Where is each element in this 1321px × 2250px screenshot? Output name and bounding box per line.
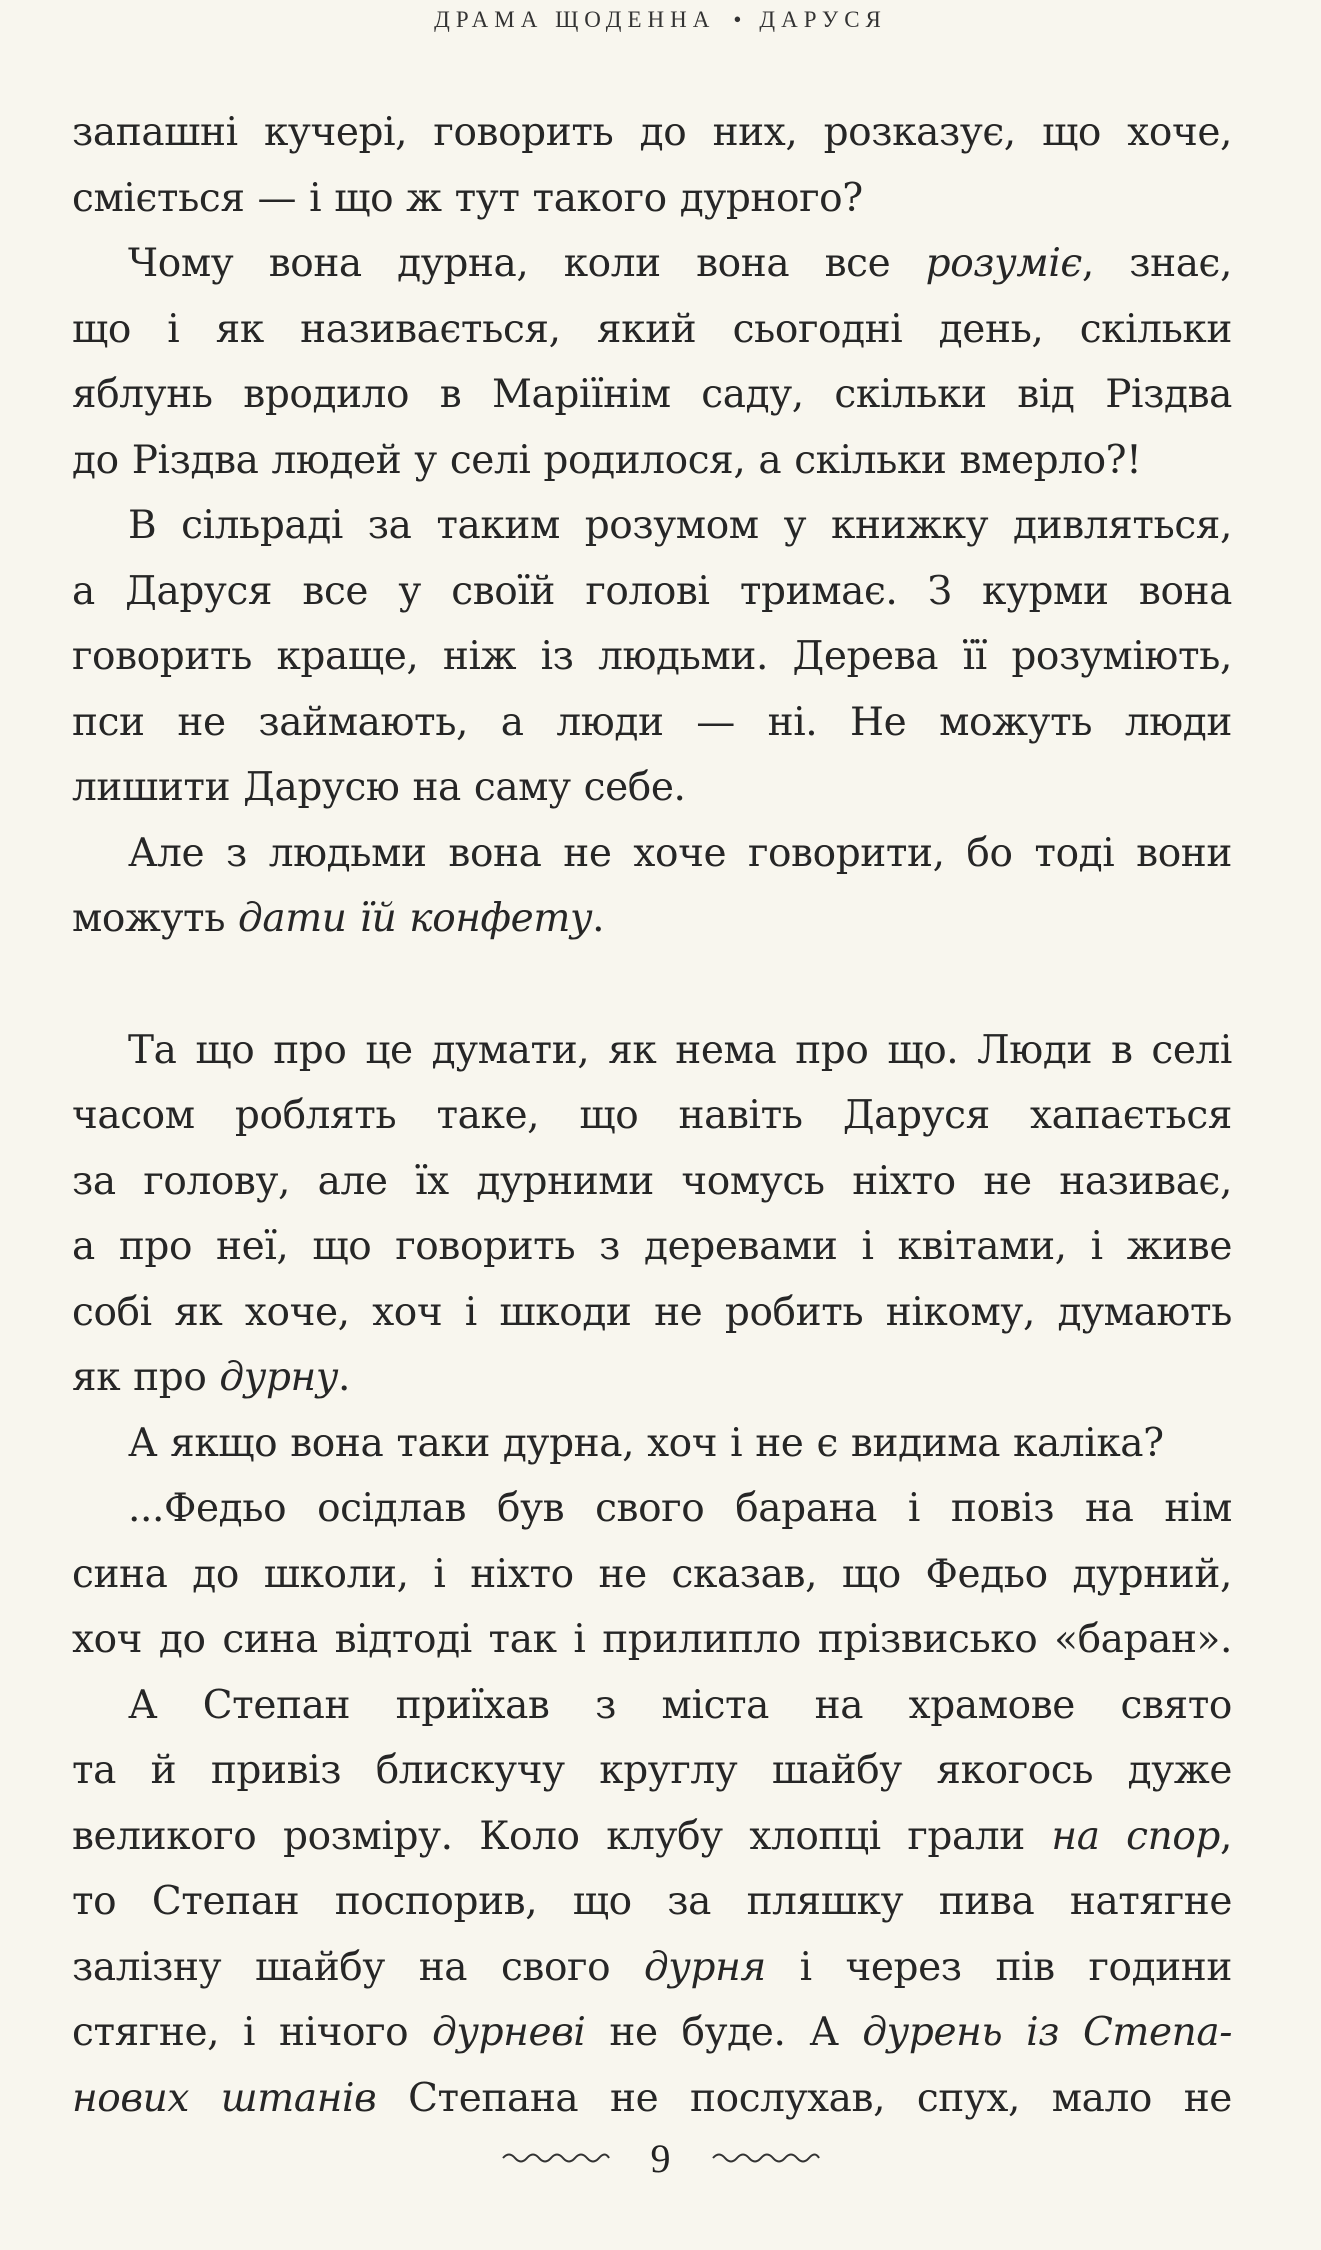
text-fragment: великого розміру. Коло клубу хлопці грали [72, 1813, 1052, 1859]
text-line: собі як хоче, хоч і шкоди не робить нікому, думають [72, 1289, 1232, 1335]
text-fragment: як про [72, 1355, 220, 1400]
text-line: та й привіз блискучу круглу шайбу якогось дуже [72, 1748, 1232, 1793]
text-fragment: можуть [72, 896, 239, 941]
section-break [72, 952, 1232, 1018]
text-fragment: і через пів години [765, 1944, 1232, 1990]
left-wave-ornament-icon [501, 2150, 611, 2166]
text-fragment: , [1220, 1813, 1232, 1859]
text-line [72, 1345, 1232, 1411]
text-line: яблунь вродило в Маріїнім саду, скільки від Різдва [72, 372, 1232, 417]
text-line: хоч до сина відтоді так і прилипло прізвисько «баран». [72, 1617, 1232, 1662]
text-line: до Різдва людей у селі родилося, а скільки вмерло?! [72, 437, 1142, 483]
text-fragment: . [338, 1355, 351, 1400]
text-line: лишити Дарусю на саму себе. [72, 765, 686, 810]
text-line: запашні кучері, говорить до них, розказує, що хоче, [72, 110, 1232, 155]
text-line [72, 1935, 1232, 2001]
text-line: за голову, але їх дурними чомусь ніхто не називає, [72, 1158, 1232, 1204]
text-line: що і як називається, який сьогодні день, скільки [72, 306, 1232, 352]
text-fragment: . [592, 896, 605, 941]
text-fragment: залізну шайбу на свого [72, 1944, 644, 1990]
text-line: А Степан приїхав з міста на храмове свято [128, 1682, 1232, 1728]
italic-fragment: дурня [643, 1944, 766, 1990]
italic-fragment: на спор [1051, 1813, 1220, 1859]
text-line [72, 886, 1232, 952]
text-line: часом роблять таке, що навіть Даруся хапається [72, 1093, 1232, 1138]
text-line: говорить краще, ніж із людьми. Дерева її розуміють, [72, 634, 1232, 679]
text-fragment: , знає, [1081, 241, 1232, 286]
page-number: 9 [650, 2135, 671, 2181]
text-line: сина до школи, і ніхто не сказав, що Федьо дурний, [72, 1551, 1232, 1597]
running-head-book-title: ДРАМА ЩОДЕННА [434, 7, 716, 32]
page-footer [0, 2128, 1321, 2188]
italic-fragment: нових штанів [72, 2075, 377, 2121]
running-head [0, 0, 1321, 40]
italic-fragment: дурень із Степа- [862, 2010, 1232, 2055]
text-line [72, 1804, 1232, 1870]
text-fragment: Степана не послухав, спух, мало не [376, 2075, 1232, 2121]
body-text [72, 100, 1232, 2131]
text-line [72, 231, 1232, 297]
text-line: а про неї, що говорить з деревами і квітами, і живе [72, 1224, 1232, 1269]
italic-fragment: дурневі [432, 2010, 586, 2055]
text-line: Та що про це думати, як нема про що. Люди в селі [128, 1027, 1232, 1073]
running-head-story-title: ДАРУСЯ [759, 7, 887, 32]
text-line: сміється — і що ж тут такого дурного? [72, 175, 863, 221]
text-line: то Степан поспорив, що за пляшку пива натягне [72, 1879, 1232, 1924]
italic-fragment: дати їй конфету [238, 896, 593, 941]
running-head-separator: • [733, 7, 742, 32]
text-line: Але з людьми вона не хоче говорити, бо тоді вони [128, 830, 1232, 876]
text-fragment: Чому вона дурна, коли вона все [128, 241, 926, 286]
right-wave-ornament-icon [711, 2150, 821, 2166]
text-line: В сільраді за таким розумом у книжку дивляться, [128, 503, 1232, 548]
text-fragment: не буде. А [585, 2010, 863, 2055]
text-line: пси не займають, а люди — ні. Не можуть люди [72, 699, 1232, 745]
text-fragment: стягне, і нічого [72, 2010, 433, 2055]
text-line: А якщо вона таки дурна, хоч і не є видима каліка? [128, 1420, 1164, 1466]
text-line: а Даруся все у своїй голові тримає. З курми вона [72, 568, 1232, 614]
italic-fragment: розуміє [925, 241, 1082, 286]
text-line [72, 2000, 1232, 2066]
text-line: ...Федьо осідлав був свого барана і повіз на нім [128, 1486, 1232, 1531]
italic-fragment: дурну [219, 1355, 339, 1400]
text-line [72, 2066, 1232, 2132]
